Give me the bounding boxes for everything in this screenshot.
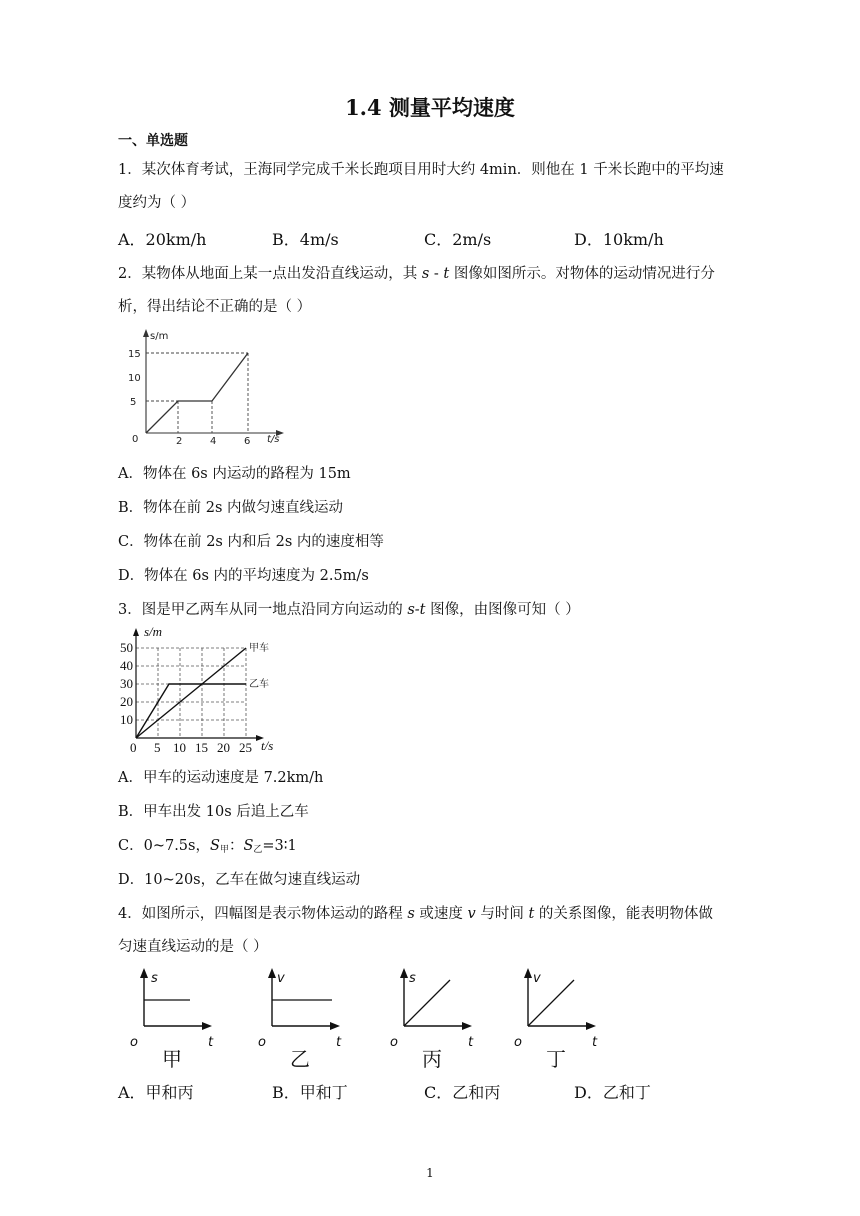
q3-stem-text-b: 图像，由图像可知（ ） (425, 602, 580, 618)
q2-stem-text-b: 图像如图所示。对物体的运动情况进行分 (449, 266, 715, 282)
q1-stem-line1: 1．某次体育考试，王海同学完成千米长跑项目用时大约 4min．则他在 1 千米长跑中的平均速 (118, 162, 724, 178)
q4-stem-text-d: 的关系图像，能表明物体做 (534, 906, 713, 922)
q3-xtick-5: 5 (154, 740, 161, 755)
q4-ding-graph-line (528, 980, 574, 1026)
q4-var-t: t (528, 906, 535, 922)
q4-yi-name: 乙 (290, 1047, 310, 1071)
q4-bing-x-arrow (462, 1022, 472, 1030)
q3-ytick-10: 10 (120, 712, 133, 727)
q3-ytick-40: 40 (120, 658, 133, 673)
q4-jia-xlabel: t (208, 1035, 214, 1050)
q3-stem-text-a: 3．图是甲乙两车从同一地点沿同方向运动的 (118, 602, 408, 618)
q3-st-graph (118, 622, 288, 757)
q1-stem-line2: 度约为（ ） (118, 195, 196, 211)
q4-var-s: s (407, 906, 415, 922)
q2-st-line (146, 353, 248, 433)
q4-graph-yi (252, 962, 352, 1072)
q3-line-jia (136, 648, 246, 738)
q3-option-c (118, 834, 297, 855)
q2-xtick-6: 6 (244, 436, 251, 447)
q3-label-yi: 乙车 (249, 679, 269, 690)
q4-stem-line1 (118, 902, 713, 923)
q1-option-c: C．2m/s (424, 230, 492, 249)
q3-label-jia: 甲车 (249, 643, 269, 654)
q2-xtick-4: 4 (210, 436, 217, 447)
q2-st-graph (128, 326, 298, 448)
q4-ding-axis-label: v (533, 971, 541, 986)
q4-option-a: A．甲和丙 (118, 1083, 194, 1102)
q3-xtick-15: 15 (195, 740, 208, 755)
q4-stem-text-b: 或速度 (414, 906, 468, 922)
q3-option-c-ratio: =3∶1 (262, 838, 297, 854)
q4-jia-y-arrow (140, 968, 148, 978)
q2-dash: - (429, 266, 444, 282)
q4-bing-xlabel: t (468, 1035, 474, 1050)
q4-bing-y-arrow (400, 968, 408, 978)
q2-option-b: B．物体在前 2s 内做匀速直线运动 (118, 500, 344, 516)
q3-origin: 0 (130, 740, 137, 755)
q3-ytick-20: 20 (120, 694, 133, 709)
q3-xtick-10: 10 (173, 740, 186, 755)
q3-option-c-S2: S (243, 838, 254, 854)
q4-var-v: v (467, 906, 476, 922)
q4-ding-name: 丁 (546, 1047, 566, 1071)
q3-option-c-S1: S (209, 838, 220, 854)
q4-jia-name: 甲 (162, 1047, 182, 1071)
q4-option-d: D．乙和丁 (574, 1083, 651, 1102)
section-heading: 一、单选题 (118, 133, 188, 149)
q2-ytick-5: 5 (130, 397, 137, 408)
q3-option-c-prefix: C．0~7.5s， (118, 838, 210, 854)
q3-var-st: s-t (407, 602, 426, 618)
q4-ding-x-arrow (586, 1022, 596, 1030)
q2-option-c: C．物体在前 2s 内和后 2s 内的速度相等 (118, 534, 384, 550)
q3-xlabel: t/s (261, 738, 274, 753)
q4-yi-axis-label: v (277, 971, 285, 986)
q4-jia-origin: o (130, 1035, 138, 1050)
q2-var-s: s (421, 266, 430, 282)
q3-option-a: A．甲车的运动速度是 7.2km/h (118, 770, 324, 786)
q4-yi-x-arrow (330, 1022, 340, 1030)
q3-ytick-50: 50 (120, 640, 133, 655)
q4-ding-xlabel: t (592, 1035, 598, 1050)
q3-ylabel: s/m (144, 624, 163, 639)
q2-xlabel: t/s (267, 434, 280, 445)
q3-stem-line1 (118, 598, 580, 619)
q4-graph-jia (124, 962, 224, 1072)
q3-option-c-colon: ： (228, 838, 244, 854)
q4-stem-line2: 匀速直线运动的是（ ） (118, 939, 268, 955)
q4-bing-axis-label: s (409, 971, 416, 986)
q4-bing-graph-line (404, 980, 450, 1026)
q2-y-arrow (143, 329, 149, 337)
q2-stem-line2: 析，得出结论不正确的是（ ） (118, 299, 312, 315)
q2-ytick-15: 15 (128, 349, 141, 360)
q2-origin: 0 (132, 434, 139, 445)
q3-xtick-20: 20 (217, 740, 230, 755)
q3-option-c-sub1: 甲 (219, 845, 229, 855)
q2-var-t: t (443, 266, 450, 282)
q4-graph-bing (384, 962, 484, 1072)
q2-xtick-2: 2 (176, 436, 183, 447)
q1-option-d: D．10km/h (574, 230, 664, 249)
q2-ylabel: s/m (150, 331, 169, 342)
q1-option-a: A．20km/h (118, 230, 207, 249)
q4-yi-y-arrow (268, 968, 276, 978)
q4-ding-origin: o (514, 1035, 522, 1050)
q4-jia-axis-label: s (151, 971, 158, 986)
q2-ytick-10: 10 (128, 373, 141, 384)
page-number: 1 (426, 1166, 434, 1180)
q4-bing-name: 丙 (422, 1047, 442, 1071)
q4-yi-origin: o (258, 1035, 266, 1050)
q3-y-arrow (133, 628, 139, 636)
q4-stem-text-c: 与时间 (475, 906, 529, 922)
q2-guide-lines (146, 353, 248, 433)
q3-option-d: D．10~20s，乙车在做匀速直线运动 (118, 872, 361, 888)
q4-graph-ding (508, 962, 608, 1072)
q4-yi-xlabel: t (336, 1035, 342, 1050)
q3-option-c-sub2: 乙 (253, 845, 263, 855)
q4-stem-text-a: 4．如图所示，四幅图是表示物体运动的路程 (118, 906, 408, 922)
q3-xtick-25: 25 (239, 740, 252, 755)
q2-option-d: D．物体在 6s 内的平均速度为 2.5m/s (118, 568, 369, 584)
q3-option-b: B．甲车出发 10s 后追上乙车 (118, 804, 309, 820)
q4-option-c: C．乙和丙 (424, 1083, 501, 1102)
q2-stem-text-a: 2．某物体从地面上某一点出发沿直线运动，其 (118, 266, 422, 282)
q4-bing-origin: o (390, 1035, 398, 1050)
q1-option-b: B．4m/s (272, 230, 339, 249)
q2-option-a: A．物体在 6s 内运动的路程为 15m (118, 466, 351, 482)
q2-stem-line1 (118, 262, 715, 283)
q4-ding-y-arrow (524, 968, 532, 978)
q4-jia-x-arrow (202, 1022, 212, 1030)
page-title: 1.4 测量平均速度 (345, 95, 515, 120)
q4-option-b: B．甲和丁 (272, 1083, 348, 1102)
q3-ytick-30: 30 (120, 676, 133, 691)
